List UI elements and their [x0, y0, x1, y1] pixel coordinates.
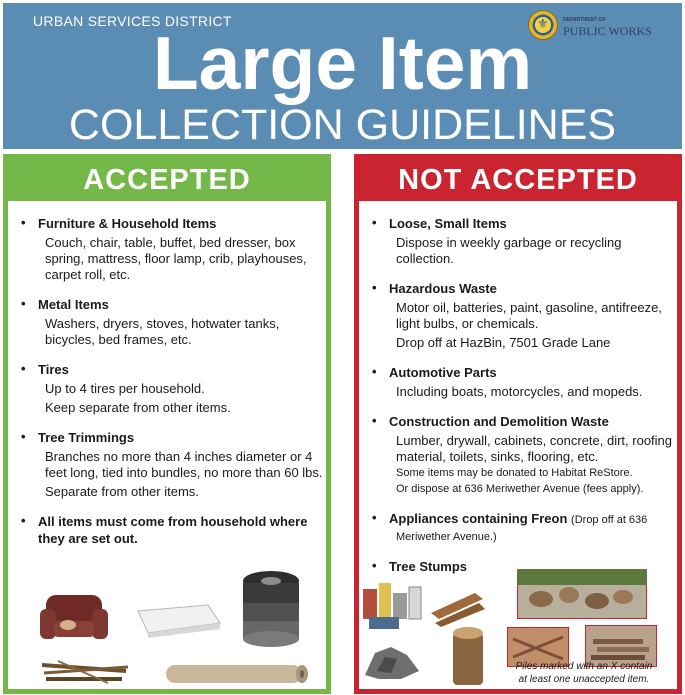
public-works-label: PUBLIC WORKS: [563, 24, 652, 38]
item-small-text: Some items may be donated to Habitat ReStore.: [396, 467, 633, 479]
item-text: Up to 4 tires per household.: [45, 381, 205, 396]
item-text: Motor oil, batteries, paint, gasoline, antifreeze, light bulbs, or chemicals.: [396, 300, 662, 331]
carpet-roll-image: [160, 661, 310, 687]
item-title: Loose, Small Items: [389, 216, 507, 231]
item-title-row: [389, 510, 675, 529]
city-seal-icon: ⚜: [528, 10, 558, 40]
bullet-icon: •: [372, 215, 377, 230]
list-item: [16, 215, 324, 283]
bullet-icon: •: [21, 429, 26, 444]
not-accepted-panel: [354, 154, 682, 694]
district-label: URBAN SERVICES DISTRICT: [33, 13, 232, 29]
bullet-icon: •: [21, 296, 26, 311]
page-title: Large Item: [152, 21, 533, 105]
accepted-panel: [3, 154, 331, 694]
bullet-icon: •: [21, 361, 26, 376]
item-text: Couch, chair, table, buffet, bed dresser, box spring, mattress, floor lamp, crib, playhouses, carpet roll, etc.: [45, 235, 307, 282]
list-item: [367, 280, 675, 351]
tire-stack-image: [240, 569, 302, 647]
pile-note: [499, 660, 669, 686]
pile-note-line: at least one unaccepted item.: [518, 674, 650, 685]
list-item: [367, 510, 675, 545]
list-item: [367, 364, 675, 400]
bullet-icon: •: [21, 513, 26, 528]
tree-stumps-photo: [517, 569, 647, 619]
item-title: Construction and Demolition Waste: [389, 414, 609, 429]
item-text: Drop off at HazBin, 7501 Grade Lane: [396, 335, 611, 350]
item-title: All items must come from household where they are set out.: [38, 514, 308, 546]
list-item: [16, 429, 324, 500]
department-of-label: DEPARTMENT OF: [563, 17, 606, 23]
list-item: [16, 361, 324, 416]
list-item: [367, 215, 675, 267]
armchair-image: [38, 587, 110, 645]
item-title: Tree Stumps: [389, 559, 468, 574]
accepted-pictures: [8, 569, 326, 689]
bullet-icon: •: [372, 413, 377, 428]
item-text: Washers, dryers, stoves, hotwater tanks, bicycles, bed frames, etc.: [45, 316, 280, 347]
accepted-heading: ACCEPTED: [8, 159, 326, 201]
list-item: [16, 296, 324, 348]
not-accepted-list: [367, 215, 675, 588]
accepted-list: [16, 215, 324, 560]
hazardous-containers-image: [359, 579, 424, 631]
item-title: Hazardous Waste: [389, 281, 497, 296]
page-subtitle: COLLECTION GUIDELINES: [68, 101, 617, 149]
bullet-icon: •: [372, 558, 377, 573]
item-title: Tires: [38, 362, 69, 377]
item-text: Including boats, motorcycles, and mopeds.: [396, 384, 643, 399]
item-title: Tree Trimmings: [38, 430, 135, 445]
item-title: Appliances containing Freon: [389, 511, 568, 526]
item-title: Furniture & Household Items: [38, 216, 217, 231]
item-small-text: Meriwether Avenue.): [396, 531, 497, 543]
item-text: Lumber, drywall, cabinets, concrete, dirt, roofing material, toilets, sinks, flooring, etc.: [396, 433, 673, 464]
stump-image: [449, 625, 487, 687]
header-banner: [3, 3, 682, 149]
item-small-text: Or dispose at 636 Meriwether Avenue (fees apply).: [396, 483, 644, 495]
mattress-image: [128, 601, 223, 639]
branches-image: [38, 657, 133, 687]
not-accepted-heading: NOT ACCEPTED: [359, 159, 677, 201]
item-text: Branches no more than 4 inches diameter or 4 feet long, tied into bundles, no more than 60 lbs.: [45, 449, 323, 480]
item-inline-note: (Drop off at 636: [571, 514, 648, 526]
item-text: Separate from other items.: [45, 484, 199, 499]
lumber-image: [427, 589, 487, 629]
pile-note-line: Piles marked with an X contain: [515, 661, 653, 672]
item-text: Dispose in weekly garbage or recycling collection.: [396, 235, 622, 266]
list-item: [16, 513, 324, 547]
item-text: Keep separate from other items.: [45, 400, 231, 415]
rubble-image: [361, 641, 423, 681]
not-accepted-pictures: [359, 569, 677, 689]
bullet-icon: •: [372, 364, 377, 379]
item-title: Automotive Parts: [389, 365, 497, 380]
bullet-icon: •: [21, 215, 26, 230]
bullet-icon: •: [372, 510, 377, 525]
item-title: Metal Items: [38, 297, 109, 312]
bullet-icon: •: [372, 280, 377, 295]
list-item: [367, 413, 675, 497]
